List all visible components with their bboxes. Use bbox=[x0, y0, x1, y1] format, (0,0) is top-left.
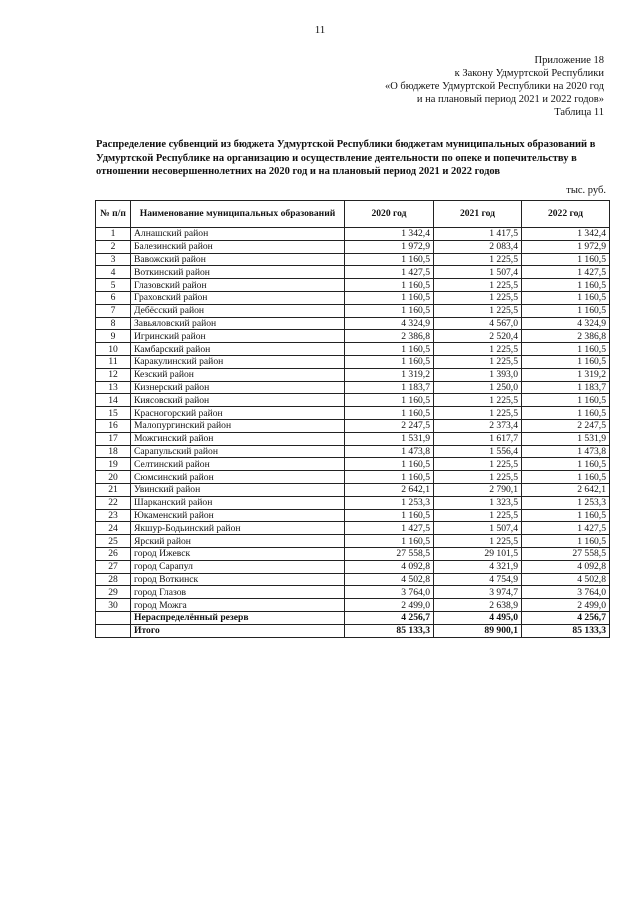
value-2022-cell: 1 160,5 bbox=[522, 304, 610, 317]
row-number-cell: 18 bbox=[96, 445, 131, 458]
value-2020-cell: 4 324,9 bbox=[345, 317, 434, 330]
value-2021-cell: 1 225,5 bbox=[434, 509, 522, 522]
value-2022-cell: 4 324,9 bbox=[522, 317, 610, 330]
table-row bbox=[96, 266, 610, 279]
value-2022-cell: 1 160,5 bbox=[522, 291, 610, 304]
value-2020-cell: 1 160,5 bbox=[345, 407, 434, 420]
table-row bbox=[96, 624, 610, 637]
municipality-name-cell: Нераспределённый резерв bbox=[131, 611, 345, 624]
municipality-name-cell: Дебёсский район bbox=[131, 304, 345, 317]
table-row bbox=[96, 419, 610, 432]
value-2022-cell: 1 160,5 bbox=[522, 253, 610, 266]
value-2021-cell: 1 225,5 bbox=[434, 253, 522, 266]
row-number-cell: 12 bbox=[96, 368, 131, 381]
appendix-line: «О бюджете Удмуртской Республики на 2020 год bbox=[384, 81, 604, 92]
table-row bbox=[96, 458, 610, 471]
value-2022-cell: 1 319,2 bbox=[522, 368, 610, 381]
appendix-line: к Закону Удмуртской Республики bbox=[454, 68, 604, 79]
value-2022-cell: 1 972,9 bbox=[522, 240, 610, 253]
table-number: Таблица 11 bbox=[554, 107, 604, 118]
value-2020-cell: 85 133,3 bbox=[345, 624, 434, 637]
table-row bbox=[96, 330, 610, 343]
value-2022-cell: 27 558,5 bbox=[522, 547, 610, 560]
value-2022-cell: 4 256,7 bbox=[522, 611, 610, 624]
row-number-cell: 27 bbox=[96, 560, 131, 573]
table-row bbox=[96, 368, 610, 381]
table-row bbox=[96, 381, 610, 394]
table-row bbox=[96, 304, 610, 317]
municipality-name-cell: Каракулинский район bbox=[131, 355, 345, 368]
value-2020-cell: 2 642,1 bbox=[345, 483, 434, 496]
municipality-name-cell: Алнашский район bbox=[131, 228, 345, 241]
municipality-name-cell: Балезинский район bbox=[131, 240, 345, 253]
row-number-cell: 30 bbox=[96, 599, 131, 612]
value-2022-cell: 1 160,5 bbox=[522, 458, 610, 471]
value-2022-cell: 1 531,9 bbox=[522, 432, 610, 445]
value-2020-cell: 4 502,8 bbox=[345, 573, 434, 586]
value-2020-cell: 3 764,0 bbox=[345, 586, 434, 599]
row-number-cell: 28 bbox=[96, 573, 131, 586]
value-2020-cell: 1 160,5 bbox=[345, 291, 434, 304]
table-row bbox=[96, 496, 610, 509]
table-row bbox=[96, 611, 610, 624]
municipality-name-cell: город Воткинск bbox=[131, 573, 345, 586]
value-2021-cell: 1 225,5 bbox=[434, 394, 522, 407]
row-number-cell: 2 bbox=[96, 240, 131, 253]
value-2021-cell: 1 507,4 bbox=[434, 522, 522, 535]
value-2021-cell: 1 225,5 bbox=[434, 343, 522, 356]
row-number-cell: 21 bbox=[96, 483, 131, 496]
value-2021-cell: 1 556,4 bbox=[434, 445, 522, 458]
unit-label: тыс. руб. bbox=[566, 185, 606, 196]
table-row bbox=[96, 291, 610, 304]
municipality-name-cell: Малопургинский район bbox=[131, 419, 345, 432]
municipality-name-cell: Игринский район bbox=[131, 330, 345, 343]
value-2020-cell: 2 499,0 bbox=[345, 599, 434, 612]
value-2020-cell: 1 160,5 bbox=[345, 458, 434, 471]
value-2020-cell: 1 427,5 bbox=[345, 522, 434, 535]
value-2021-cell: 1 507,4 bbox=[434, 266, 522, 279]
row-number-cell: 23 bbox=[96, 509, 131, 522]
table-row bbox=[96, 228, 610, 241]
value-2021-cell: 1 225,5 bbox=[434, 279, 522, 292]
table-row bbox=[96, 483, 610, 496]
value-2020-cell: 1 160,5 bbox=[345, 471, 434, 484]
value-2020-cell: 1 160,5 bbox=[345, 509, 434, 522]
value-2022-cell: 1 160,5 bbox=[522, 407, 610, 420]
municipality-name-cell: Сюмсинский район bbox=[131, 471, 345, 484]
row-number-cell: 6 bbox=[96, 291, 131, 304]
appendix-header bbox=[385, 54, 604, 119]
table-row bbox=[96, 547, 610, 560]
value-2020-cell: 2 247,5 bbox=[345, 419, 434, 432]
value-2022-cell: 1 160,5 bbox=[522, 279, 610, 292]
municipality-name-cell: Кезский район bbox=[131, 368, 345, 381]
table-row bbox=[96, 573, 610, 586]
row-number-cell: 8 bbox=[96, 317, 131, 330]
table-row bbox=[96, 599, 610, 612]
value-2021-cell: 1 250,0 bbox=[434, 381, 522, 394]
municipality-name-cell: Итого bbox=[131, 624, 345, 637]
value-2022-cell: 1 160,5 bbox=[522, 343, 610, 356]
municipality-name-cell: Можгинский район bbox=[131, 432, 345, 445]
value-2021-cell: 4 754,9 bbox=[434, 573, 522, 586]
value-2021-cell: 4 495,0 bbox=[434, 611, 522, 624]
municipality-name-cell: Шарканский район bbox=[131, 496, 345, 509]
value-2021-cell: 2 373,4 bbox=[434, 419, 522, 432]
row-number-cell: 25 bbox=[96, 535, 131, 548]
municipality-name-cell: Завьяловский район bbox=[131, 317, 345, 330]
table-row bbox=[96, 509, 610, 522]
table-header-row bbox=[96, 201, 610, 228]
table-row bbox=[96, 407, 610, 420]
value-2020-cell: 1 160,5 bbox=[345, 355, 434, 368]
municipality-name-cell: Воткинский район bbox=[131, 266, 345, 279]
value-2022-cell: 1 253,3 bbox=[522, 496, 610, 509]
value-2022-cell: 85 133,3 bbox=[522, 624, 610, 637]
table-row bbox=[96, 432, 610, 445]
value-2022-cell: 1 427,5 bbox=[522, 522, 610, 535]
row-number-cell: 3 bbox=[96, 253, 131, 266]
header-2022: 2022 год bbox=[522, 201, 610, 228]
row-number-cell bbox=[96, 624, 131, 637]
municipality-name-cell: Увинский район bbox=[131, 483, 345, 496]
value-2020-cell: 4 256,7 bbox=[345, 611, 434, 624]
value-2021-cell: 1 225,5 bbox=[434, 471, 522, 484]
table-row bbox=[96, 560, 610, 573]
value-2021-cell: 1 393,0 bbox=[434, 368, 522, 381]
municipality-name-cell: город Сарапул bbox=[131, 560, 345, 573]
value-2022-cell: 4 092,8 bbox=[522, 560, 610, 573]
value-2022-cell: 1 160,5 bbox=[522, 355, 610, 368]
value-2020-cell: 27 558,5 bbox=[345, 547, 434, 560]
table-row bbox=[96, 394, 610, 407]
table-row bbox=[96, 253, 610, 266]
value-2020-cell: 1 160,5 bbox=[345, 279, 434, 292]
municipality-name-cell: Ярский район bbox=[131, 535, 345, 548]
value-2021-cell: 1 225,5 bbox=[434, 304, 522, 317]
value-2022-cell: 1 342,4 bbox=[522, 228, 610, 241]
table-row bbox=[96, 355, 610, 368]
municipality-name-cell: Якшур-Бодьинский район bbox=[131, 522, 345, 535]
row-number-cell: 15 bbox=[96, 407, 131, 420]
table-row bbox=[96, 522, 610, 535]
row-number-cell bbox=[96, 611, 131, 624]
municipality-name-cell: Кизнерский район bbox=[131, 381, 345, 394]
value-2022-cell: 2 386,8 bbox=[522, 330, 610, 343]
value-2022-cell: 1 473,8 bbox=[522, 445, 610, 458]
row-number-cell: 24 bbox=[96, 522, 131, 535]
appendix-line: и на плановый период 2021 и 2022 годов» bbox=[416, 94, 604, 105]
value-2022-cell: 1 160,5 bbox=[522, 394, 610, 407]
row-number-cell: 20 bbox=[96, 471, 131, 484]
value-2022-cell: 2 642,1 bbox=[522, 483, 610, 496]
value-2020-cell: 1 160,5 bbox=[345, 535, 434, 548]
value-2020-cell: 1 183,7 bbox=[345, 381, 434, 394]
appendix-line: Приложение 18 bbox=[534, 55, 604, 66]
value-2021-cell: 1 225,5 bbox=[434, 407, 522, 420]
table-row bbox=[96, 317, 610, 330]
value-2021-cell: 1 417,5 bbox=[434, 228, 522, 241]
value-2021-cell: 1 617,7 bbox=[434, 432, 522, 445]
table-row bbox=[96, 445, 610, 458]
municipality-name-cell: Киясовский район bbox=[131, 394, 345, 407]
value-2021-cell: 1 225,5 bbox=[434, 535, 522, 548]
table-row bbox=[96, 471, 610, 484]
row-number-cell: 9 bbox=[96, 330, 131, 343]
row-number-cell: 17 bbox=[96, 432, 131, 445]
municipality-name-cell: Глазовский район bbox=[131, 279, 345, 292]
table-row bbox=[96, 586, 610, 599]
municipality-name-cell: Селтинский район bbox=[131, 458, 345, 471]
municipality-name-cell: Граховский район bbox=[131, 291, 345, 304]
row-number-cell: 26 bbox=[96, 547, 131, 560]
value-2020-cell: 1 972,9 bbox=[345, 240, 434, 253]
row-number-cell: 16 bbox=[96, 419, 131, 432]
table-row bbox=[96, 279, 610, 292]
page-number: 11 bbox=[314, 24, 326, 36]
row-number-cell: 11 bbox=[96, 355, 131, 368]
value-2021-cell: 4 321,9 bbox=[434, 560, 522, 573]
municipality-name-cell: Камбарский район bbox=[131, 343, 345, 356]
value-2020-cell: 1 427,5 bbox=[345, 266, 434, 279]
row-number-cell: 13 bbox=[96, 381, 131, 394]
header-name: Наименование муниципальных образований bbox=[131, 201, 345, 228]
value-2021-cell: 2 520,4 bbox=[434, 330, 522, 343]
value-2022-cell: 1 160,5 bbox=[522, 471, 610, 484]
municipality-name-cell: город Глазов bbox=[131, 586, 345, 599]
municipality-name-cell: город Можга bbox=[131, 599, 345, 612]
value-2022-cell: 3 764,0 bbox=[522, 586, 610, 599]
table-row bbox=[96, 535, 610, 548]
table-row bbox=[96, 240, 610, 253]
value-2022-cell: 2 247,5 bbox=[522, 419, 610, 432]
header-2021: 2021 год bbox=[434, 201, 522, 228]
value-2021-cell: 89 900,1 bbox=[434, 624, 522, 637]
row-number-cell: 22 bbox=[96, 496, 131, 509]
value-2021-cell: 2 083,4 bbox=[434, 240, 522, 253]
header-num: № п/п bbox=[96, 201, 131, 228]
municipality-name-cell: Красногорский район bbox=[131, 407, 345, 420]
table-body bbox=[96, 228, 610, 638]
value-2020-cell: 1 319,2 bbox=[345, 368, 434, 381]
municipality-name-cell: Юкаменский район bbox=[131, 509, 345, 522]
row-number-cell: 29 bbox=[96, 586, 131, 599]
value-2021-cell: 1 225,5 bbox=[434, 458, 522, 471]
municipality-name-cell: Вавожский район bbox=[131, 253, 345, 266]
value-2021-cell: 1 323,5 bbox=[434, 496, 522, 509]
header-2020: 2020 год bbox=[345, 201, 434, 228]
value-2022-cell: 1 160,5 bbox=[522, 509, 610, 522]
document-title: Распределение субвенций из бюджета Удмуртской Республики бюджетам муниципальных образований в Удмуртской Республике на организацию и осуществление деятельности по опеке и попечительству в отношении несовершеннолетних на 2020 год и на плановый период 2021 и 2022 годов bbox=[96, 139, 596, 177]
row-number-cell: 19 bbox=[96, 458, 131, 471]
value-2020-cell: 1 160,5 bbox=[345, 394, 434, 407]
value-2022-cell: 1 183,7 bbox=[522, 381, 610, 394]
subsidies-table bbox=[95, 200, 610, 638]
value-2020-cell: 4 092,8 bbox=[345, 560, 434, 573]
value-2020-cell: 1 160,5 bbox=[345, 253, 434, 266]
value-2021-cell: 1 225,5 bbox=[434, 355, 522, 368]
value-2020-cell: 1 531,9 bbox=[345, 432, 434, 445]
municipality-name-cell: город Ижевск bbox=[131, 547, 345, 560]
municipality-name-cell: Сарапульский район bbox=[131, 445, 345, 458]
table-row bbox=[96, 343, 610, 356]
row-number-cell: 14 bbox=[96, 394, 131, 407]
row-number-cell: 10 bbox=[96, 343, 131, 356]
value-2021-cell: 4 567,0 bbox=[434, 317, 522, 330]
value-2021-cell: 29 101,5 bbox=[434, 547, 522, 560]
row-number-cell: 4 bbox=[96, 266, 131, 279]
row-number-cell: 1 bbox=[96, 228, 131, 241]
value-2021-cell: 3 974,7 bbox=[434, 586, 522, 599]
value-2022-cell: 4 502,8 bbox=[522, 573, 610, 586]
value-2020-cell: 1 160,5 bbox=[345, 343, 434, 356]
value-2022-cell: 1 427,5 bbox=[522, 266, 610, 279]
value-2022-cell: 1 160,5 bbox=[522, 535, 610, 548]
value-2020-cell: 1 253,3 bbox=[345, 496, 434, 509]
value-2021-cell: 2 638,9 bbox=[434, 599, 522, 612]
value-2020-cell: 1 160,5 bbox=[345, 304, 434, 317]
value-2021-cell: 1 225,5 bbox=[434, 291, 522, 304]
row-number-cell: 5 bbox=[96, 279, 131, 292]
value-2021-cell: 2 790,1 bbox=[434, 483, 522, 496]
value-2022-cell: 2 499,0 bbox=[522, 599, 610, 612]
value-2020-cell: 1 342,4 bbox=[345, 228, 434, 241]
value-2020-cell: 2 386,8 bbox=[345, 330, 434, 343]
row-number-cell: 7 bbox=[96, 304, 131, 317]
value-2020-cell: 1 473,8 bbox=[345, 445, 434, 458]
